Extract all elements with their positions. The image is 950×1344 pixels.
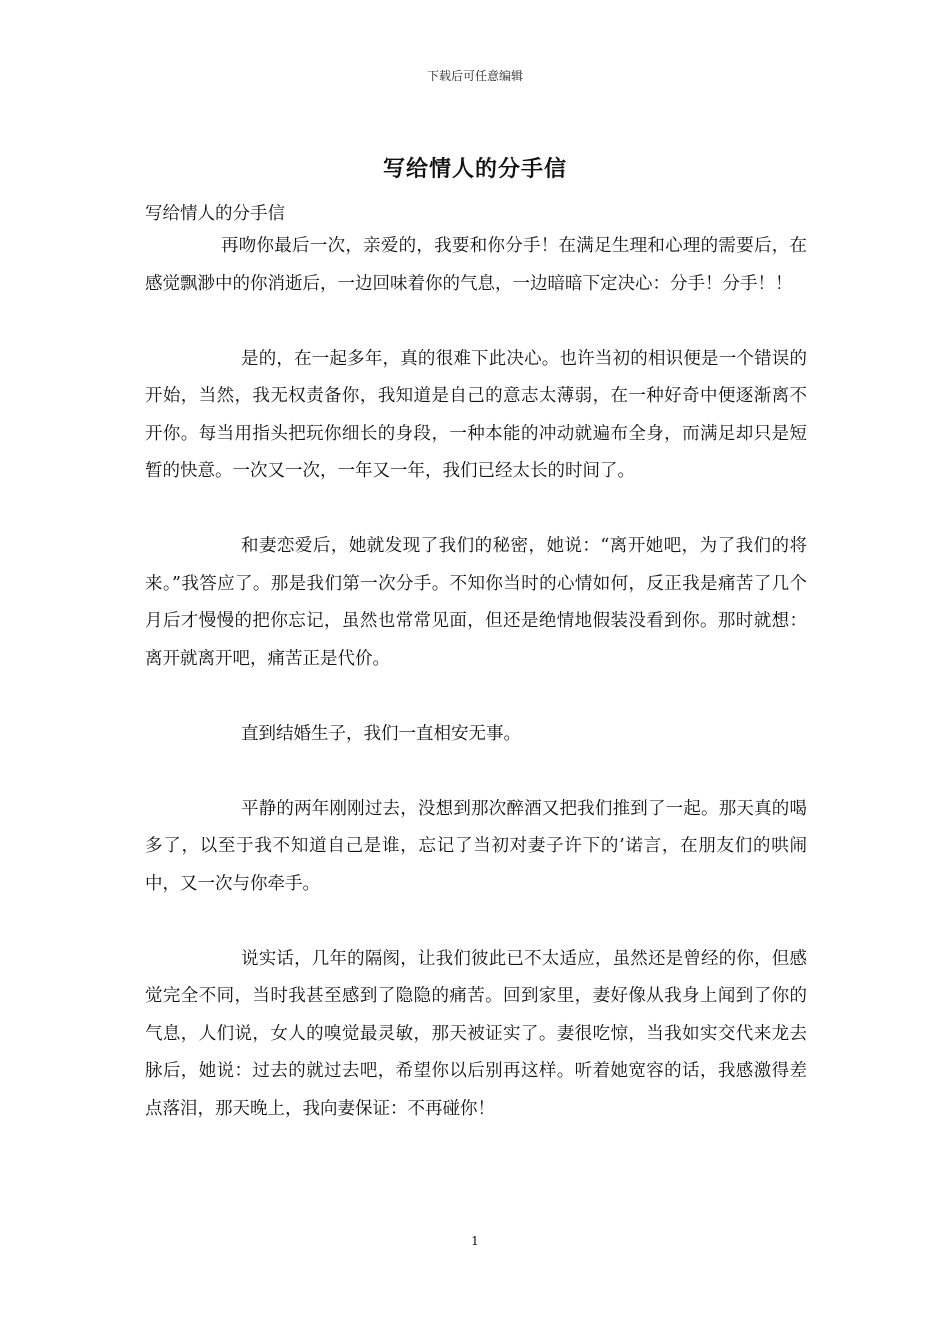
- document-subtitle: 写给情人的分手信: [145, 204, 285, 224]
- paragraph-3: 和妻恋爱后，她就发现了我们的秘密，她说：“离开她吧，为了我们的将来。”我答应了。那是我们第一次分手。不知你当时的心情如何，反正我是痛苦了几个月后才慢慢的把你忘记，虽然也常常见面，但还是绝情地假装没看到你。那时就想：离开就离开吧，痛苦正是代价。: [145, 536, 807, 669]
- paragraph-gap: [145, 678, 807, 716]
- paragraph-1: 再吻你最后一次，亲爱的，我要和你分手！在满足生理和心理的需要后，在感觉飘渺中的你消逝后，一边回味着你的气息，一边暗暗下定决心：分手！分手！！: [145, 236, 807, 294]
- document-title: 写给情人的分手信: [382, 156, 567, 182]
- paragraph-6: 说实话，几年的隔阂，让我们彼此已不太适应，虽然还是曾经的你，但感觉完全不同，当时我甚至感到了隐隐的痛苦。回到家里，妻好像从我身上闻到了你的气息，人们说，女人的嗅觉最灵敏，那天被证实了。妻很吃惊，当我如实交代来龙去脉后，她说：过去的就过去吧，希望你以后别再这样。听着她宽容的话，我感激得差点落泪，那天晚上，我向妻保证：不再碰你！: [145, 948, 807, 1119]
- header-note: 下载后可任意编辑: [426, 69, 523, 83]
- page-number: 1: [471, 1234, 479, 1248]
- paragraph-4: 直到结婚生子，我们一直相安无事。: [241, 723, 521, 744]
- document-body: [145, 200, 807, 1128]
- paragraph-gap: [145, 753, 807, 791]
- paragraph-gap: [145, 491, 807, 529]
- paragraph-5: 平静的两年刚刚过去，没想到那次醉酒又把我们推到了一起。那天真的喝多了，以至于我不知道自己是谁，忘记了当初对妻子许下的’诺言，在朋友们的哄闹中，又一次与你牵手。: [145, 798, 807, 894]
- paragraph-2: 是的，在一起多年，真的很难下此决心。也许当初的相识便是一个错误的开始，当然，我无权责备你，我知道是自己的意志太薄弱，在一种好奇中便逐渐离不开你。每当用指头把玩你细长的身段，一种本能的冲动就遍布全身，而满足却只是短暂的快意。一次又一次，一年又一年，我们已经太长的时间了。: [145, 348, 807, 481]
- paragraph-gap: [145, 303, 807, 341]
- paragraph-gap: [145, 903, 807, 941]
